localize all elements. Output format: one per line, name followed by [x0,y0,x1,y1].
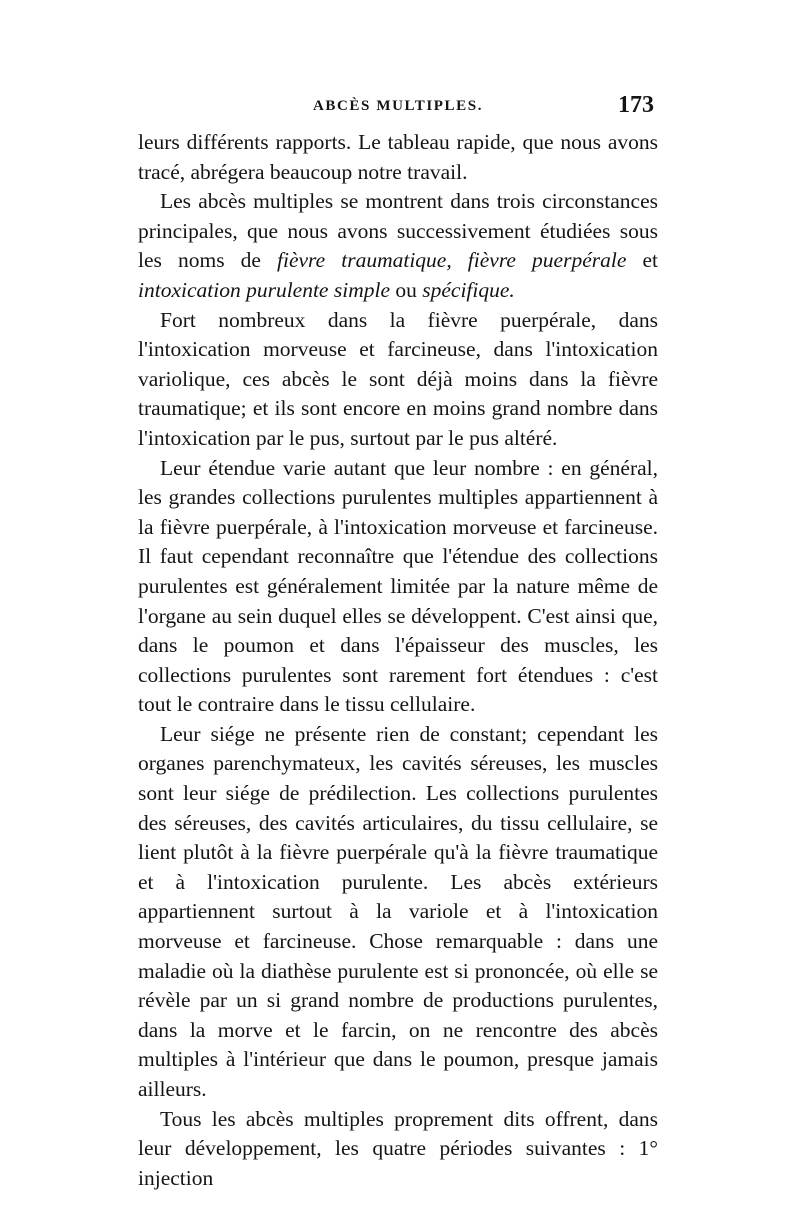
italic-term: fièvre traumatique, fièvre puerpérale [277,248,627,273]
paragraph-text: leurs différents rapports. Le tableau rapide, que nous avons tracé, abrégera beaucoup notre travail. [138,130,658,184]
italic-term: spécifique. [422,277,515,302]
paragraph [138,128,658,187]
paragraph [138,720,658,1105]
paragraph-text: Les abcès multiples se montrent dans trois circonstances principales, que nous avons successivement étudiées sous les noms de [138,189,658,273]
paragraph-text: Tous les abcès multiples proprement dits offrent, dans leur développement, les quatre périodes suivantes : 1° injection [138,1106,658,1190]
running-title: ABCÈS MULTIPLES. [312,98,484,114]
paragraph [138,187,658,305]
italic-term: intoxication purulente simple [138,277,390,302]
paragraph-text: ou [390,277,423,302]
running-head [138,92,658,122]
page-number: 173 [618,92,654,118]
paragraph-text: Leur étendue varie autant que leur nombre : en général, les grandes collections purulentes multiples appartiennent à la fièvre puerpérale, à l'intoxication morveuse et farcineuse. Il faut cependant reconnaître que l'étendue des collections purulentes est généralement limitée par la nature même de l'organe au sein duquel elles se développent. C'est ainsi que, dans le poumon et dans l'épaisseur des muscles, les collections purulentes sont rarement fort étendues : c'est tout le contraire dans le tissu cellulaire. [138,455,658,717]
paragraph [138,306,658,454]
paragraph-text: Leur siége ne présente rien de constant; cependant les organes parenchymateux, les cavités séreuses, les muscles sont leur siége de prédilection. Les collections purulentes des séreuses, des cavités articulaires, du tissu cellulaire, se lient plutôt à la fièvre puerpérale qu'à la fièvre traumatique et à l'intoxication purulente. Les abcès extérieurs appartiennent surtout à la variole et à l'intoxication morveuse et farcineuse. Chose remarquable : dans une maladie où la diathèse purulente est si prononcée, où elle se révèle par un si grand nombre de productions purulentes, dans la morve et le farcin, on ne rencontre des abcès multiples à l'intérieur que dans le poumon, presque jamais ailleurs. [138,721,658,1101]
body-text [138,128,658,1193]
paragraph [138,1105,658,1194]
paragraph-text: Fort nombreux dans la fièvre puerpérale, dans l'intoxication morveuse et farcineuse, dans l'intoxication variolique, ces abcès le sont déjà moins dans la fièvre traumatique; et ils sont encore en moins grand nombre dans l'intoxication par le pus, surtout par le pus altéré. [138,307,658,450]
paragraph-text: et [626,248,658,273]
paragraph [138,454,658,720]
